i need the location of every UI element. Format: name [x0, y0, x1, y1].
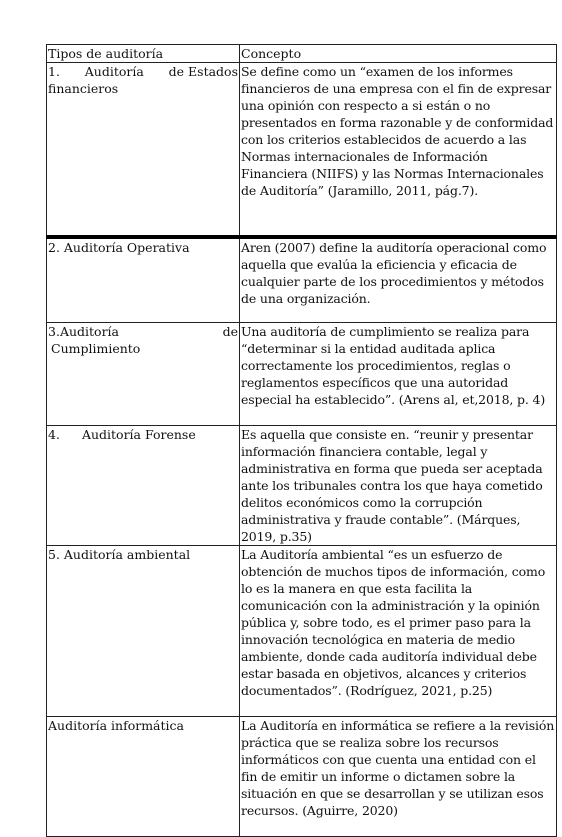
- audit-types-table: [46, 44, 557, 837]
- concept-cell: Se define como un “examen de los informes financieros de una empresa con el fin de expresar una opinión con respecto a si están o no presentados en forma razonable y de conformidad con los criterios establecidos de acuerdo a las Normas internacionales de Información Financiera (NIIFS) y las Normas Internacionales de Auditoría” (Jaramillo, 2011, pág.7).: [240, 63, 557, 237]
- audit-type-rest: de Estados: [168, 64, 238, 79]
- audit-type-number: 3.: [48, 324, 60, 339]
- concept-cell: Una auditoría de cumplimiento se realiza para “determinar si la entidad auditada aplica correctamente los procedimientos, reglas o reglamentos específicos que una autoridad especial ha establecido”. (Arens al, et,2018, p. 4): [240, 323, 557, 426]
- column-header-concept: Concepto: [240, 45, 557, 63]
- audit-type-cell: Auditoría informática: [47, 717, 240, 837]
- audit-type-cell: [47, 426, 240, 546]
- audit-type-cell: [47, 323, 240, 426]
- table-row: [47, 323, 557, 426]
- audit-type-cell: 2. Auditoría Operativa: [47, 237, 240, 323]
- document-page: [46, 44, 556, 837]
- table-row: [47, 237, 557, 323]
- concept-cell: La Auditoría ambiental “es un esfuerzo de obtención de muchos tipos de información, como lo es la manera en que esta facilita la comunicación con la administración y la opinión pública y, sobre todo, es el primer paso para la innovación tecnológica en materia de medio ambiente, donde cada auditoría individual debe estar basada en objetivos, alcances y criterios documentados”. (Rodríguez, 2021, p.25): [240, 546, 557, 717]
- audit-type-line: [48, 323, 238, 340]
- audit-type-number: 4.: [48, 427, 60, 442]
- audit-type-word: Auditoría: [84, 64, 144, 79]
- table-row: [47, 546, 557, 717]
- audit-type-word: Auditoría Forense: [81, 427, 196, 442]
- audit-type-cell: 5. Auditoría ambiental: [47, 546, 240, 717]
- audit-type-rest: de: [222, 324, 238, 339]
- audit-type-cell: [47, 63, 240, 237]
- audit-type-number: 1.: [48, 64, 60, 79]
- audit-type-word: Auditoría: [59, 324, 119, 339]
- table-row: [47, 717, 557, 837]
- concept-cell: La Auditoría en informática se refiere a la revisión práctica que se realiza sobre los recursos informáticos con que cuenta una entidad con el fin de emitir un informe o dictamen sobre la situación en que se desarrollan y se utilizan esos recursos. (Aguirre, 2020): [240, 717, 557, 837]
- audit-type-line-2: financieros: [48, 81, 119, 96]
- audit-type-line-2: Cumplimiento: [51, 341, 141, 356]
- concept-cell: Es aquella que consiste en. “reunir y presentar información financiera contable, legal y administrativa en forma que pueda ser aceptada ante los tribunales contra los que haya cometido delitos económicos como la corrupción administrativa y fraude contable”. (Márques, 2019, p.35): [240, 426, 557, 546]
- table-row: [47, 426, 557, 546]
- audit-type-line: [48, 63, 238, 80]
- table-row: [47, 63, 557, 237]
- column-header-type: Tipos de auditoría: [47, 45, 240, 63]
- concept-cell: Aren (2007) define la auditoría operacional como aquella que evalúa la eficiencia y eficacia de cualquier parte de los procedimientos y métodos de una organización.: [240, 237, 557, 323]
- table-header-row: [47, 45, 557, 63]
